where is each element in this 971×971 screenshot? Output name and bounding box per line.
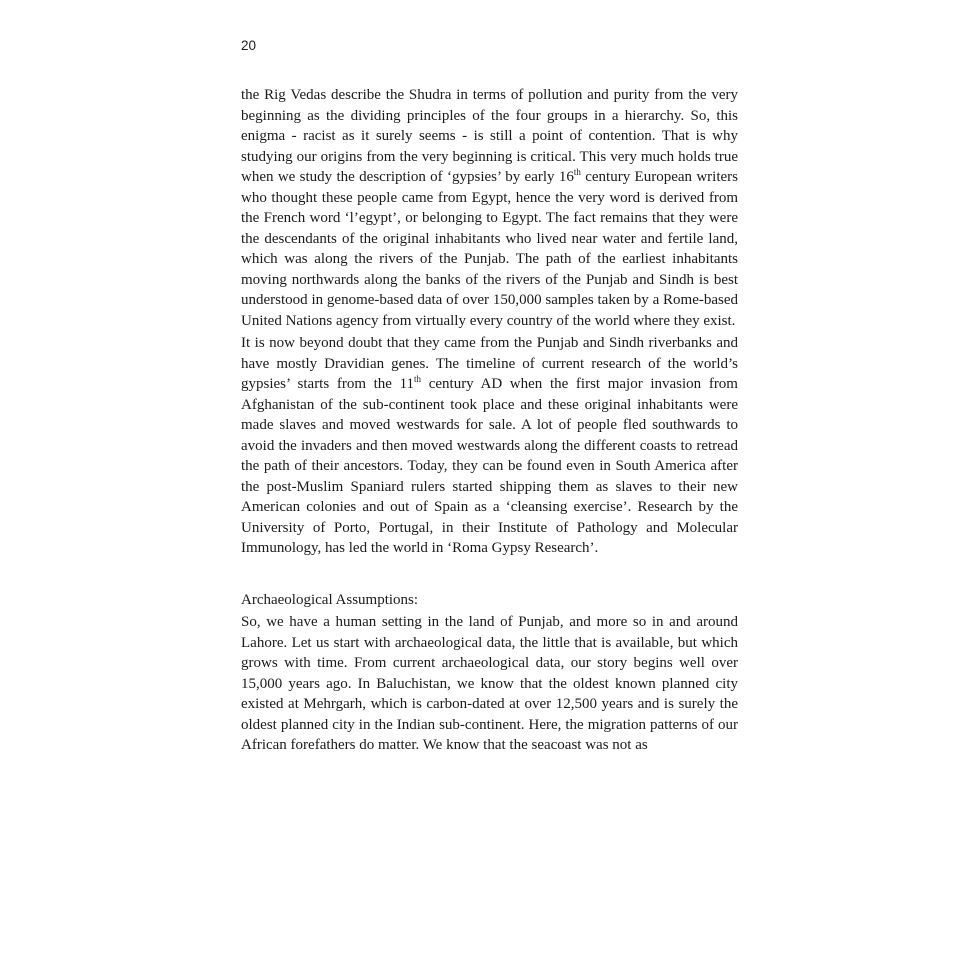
section-heading-archaeological-assumptions: Archaeological Assumptions: xyxy=(241,591,419,608)
page-number: 20 xyxy=(241,38,257,53)
paragraph-gypsies-origin: the Rig Vedas describe the Shudra in terms of pollution and purity from the very beginning as the dividing principles of the four groups in a hierarchy. So, this enigma - racist as it surely seems - is still a point of contention. That is why studying our origins from the very beginning is critical. This very much holds true when we study the description of ‘gypsies’ by early 16th century European writers who thought these people came from Egypt, hence the very word is derived from the French word ‘l’egypt’, or belonging to Egypt. The fact remains that they were the descendants of the original inhabitants who lived near water and fertile land, which was along the rivers of the Punjab. The path of the earliest inhabitants moving northwards along the banks of the rivers of the Punjab and Sindh is best understood in genome-based data of over 150,000 samples taken by a Rome-based United Nations agency from virtually every country of the world where they exist. xyxy=(241,87,738,329)
page-content xyxy=(241,85,738,758)
paragraph-archaeological-data: So, we have a human setting in the land of Punjab, and more so in and around Lahore. Let us start with archaeological data, the little that is available, but which grows with time. From current archaeological data, our story begins well over 15,000 years ago. In Baluchistan, we know that the oldest known planned city existed at Mehrgarh, which is carbon-dated at over 12,500 years and is surely the oldest planned city in the Indian sub-continent. Here, the migration patterns of our African forefathers do matter. We know that the seacoast was not as xyxy=(241,614,738,753)
paragraph-dravidian-genes-timeline: It is now beyond doubt that they came from the Punjab and Sindh riverbanks and have mostly Dravidian genes. The timeline of current research of the world’s gypsies’ starts from the 11th century AD when the first major invasion from Afghanistan of the sub-continent took place and these original inhabitants were made slaves and moved westwards for sale. A lot of people fled southwards to avoid the invaders and then moved westwards along the different coasts to retread the path of their ancestors. Today, they can be found even in South America after the post-Muslim Spaniard rulers started shipping them as slaves to their new American colonies and out of Spain as a ‘cleansing exercise’. Research by the University of Porto, Portugal, in their Institute of Pathology and Molecular Immunology, has led the world in ‘Roma Gypsy Research’. xyxy=(241,335,738,556)
